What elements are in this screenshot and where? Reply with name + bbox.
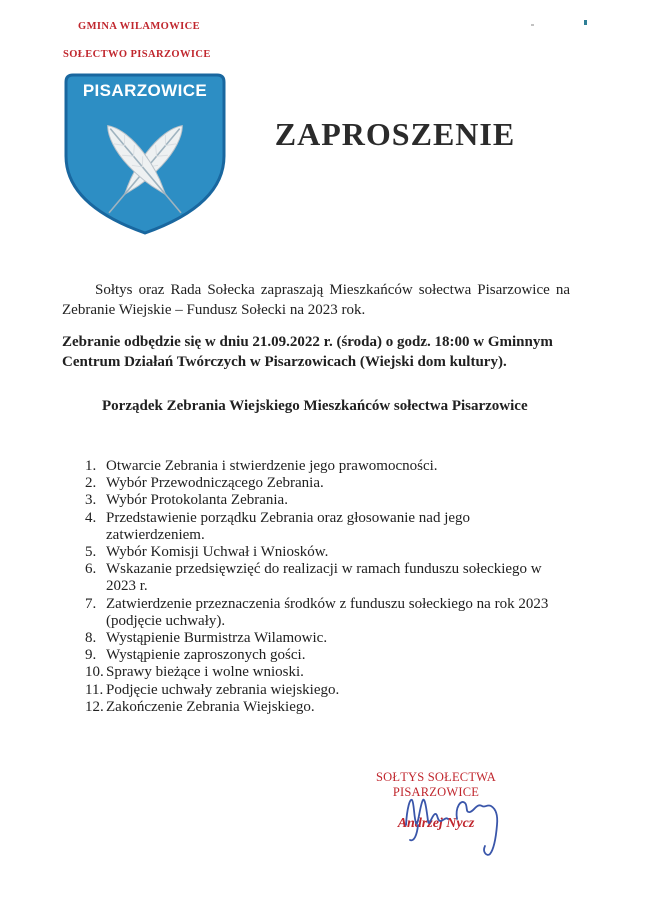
- letterhead-municipality: GMINA WILAMOWICE: [78, 21, 201, 32]
- agenda-item: Sprawy bieżące i wolne wnioski.: [106, 664, 304, 681]
- agenda-item: Podjęcie uchwały zebrania wiejskiego.: [106, 681, 340, 698]
- agenda-item: Zakończenie Zebrania Wiejskiego.: [106, 698, 315, 715]
- agenda-item: Wskazanie przedsięwzięć do realizacji w ramach funduszu sołeckiego w 2023 r.: [106, 561, 542, 595]
- agenda-item: Zatwierdzenie przeznaczenia środków z funduszu sołeckiego na rok 2023 (podjęcie uchwały).: [106, 595, 549, 629]
- handwritten-signature-icon: [397, 794, 509, 860]
- agenda-item: Wystąpienie Burmistrza Wilamowic.: [106, 630, 328, 647]
- pisarzowice-crest: [62, 72, 228, 237]
- agenda-item: Otwarcie Zebrania i stwierdzenie jego prawomocności.: [106, 458, 438, 474]
- agenda-list: [85, 458, 565, 716]
- agenda-item: Przedstawienie porządku Zebrania oraz głosowanie nad jego zatwierdzeniem.: [106, 509, 471, 543]
- letterhead-village: SOŁECTWO PISARZOWICE: [63, 49, 211, 60]
- signature-name: Andrzej Nycz: [397, 816, 475, 831]
- document-title: ZAPROSZENIE: [274, 116, 516, 152]
- crest-label: PISARZOWICE: [82, 81, 208, 100]
- signature-title-line2: PISARZOWICE: [392, 785, 480, 799]
- scan-speck: [584, 20, 587, 25]
- signature-title-line1: SOŁTYS SOŁECTWA: [375, 770, 497, 784]
- agenda-item: Wybór Protokolanta Zebrania.: [106, 492, 288, 509]
- agenda-item: Wybór Przewodniczącego Zebrania.: [106, 475, 324, 492]
- intro-paragraph: Sołtys oraz Rada Sołecka zapraszają Mieszkańców sołectwa Pisarzowice na Zebranie Wiejskie – Fundusz Sołecki na 2023 rok.: [62, 282, 570, 318]
- scan-speck: [531, 24, 534, 26]
- agenda-item: Wybór Komisji Uchwał i Wniosków.: [106, 544, 329, 561]
- agenda-heading: Porządek Zebrania Wiejskiego Mieszkańców sołectwa Pisarzowice: [102, 398, 528, 414]
- meeting-details-paragraph: Zebranie odbędzie się w dniu 21.09.2022 r. (środa) o godz. 18:00 w Gminnym Centrum Działań Twórczych w Pisarzowicach (Wiejski dom kultury).: [62, 334, 553, 370]
- agenda-item: Wystąpienie zaproszonych gości.: [106, 647, 306, 664]
